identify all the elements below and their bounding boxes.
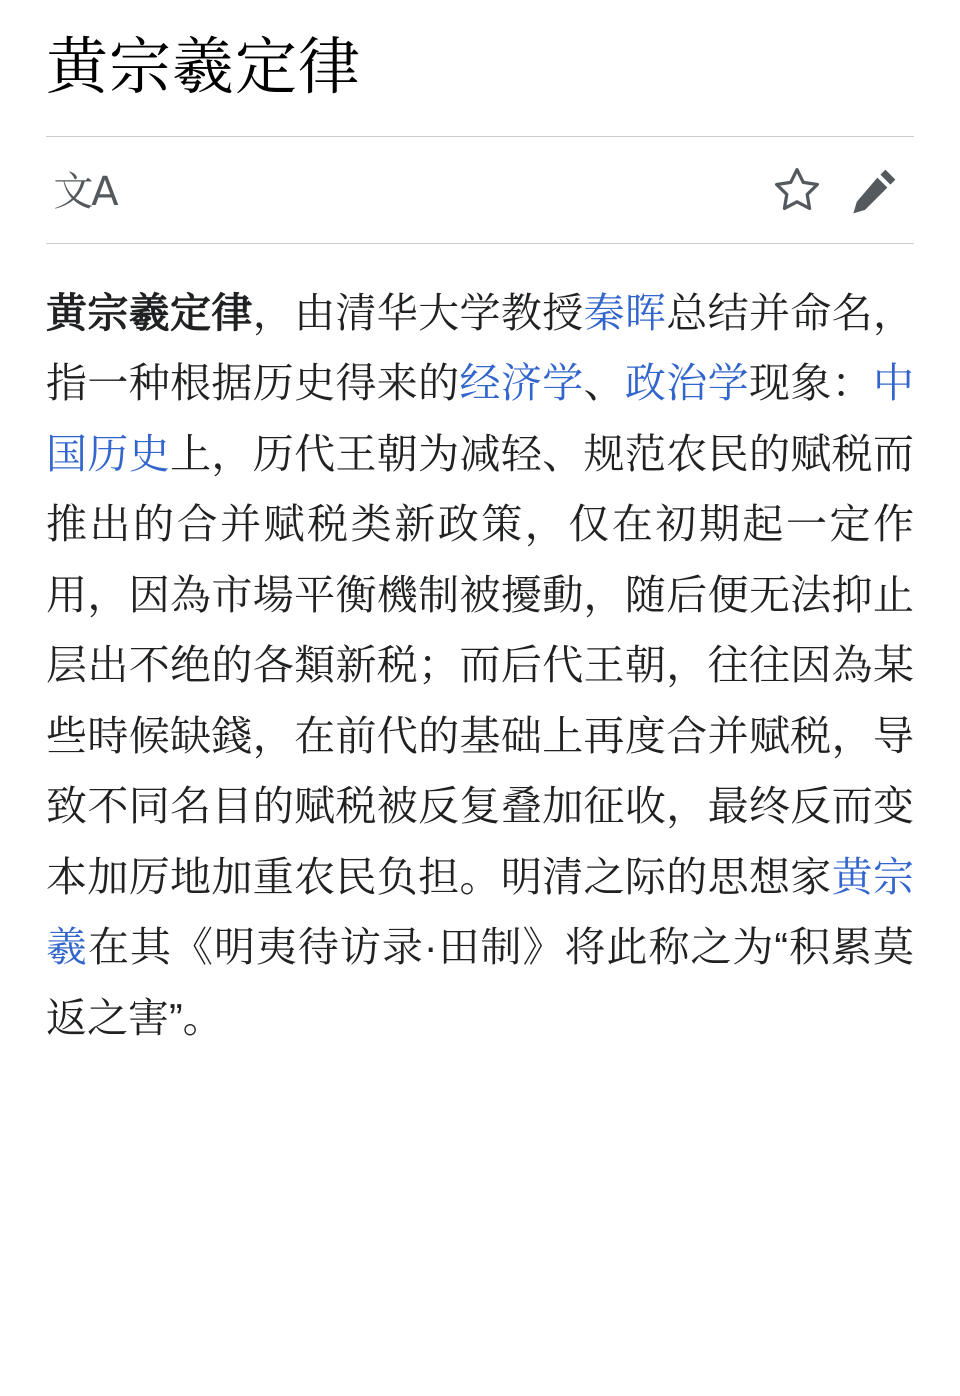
language-icon: 文A <box>53 168 117 215</box>
lead-term: 黄宗羲定律 <box>46 289 253 336</box>
wiki-link[interactable]: 中国历史 <box>46 360 915 477</box>
pencil-icon <box>849 164 901 216</box>
article-page <box>0 30 960 1093</box>
page-title: 黄宗羲定律 <box>46 34 362 102</box>
watchlist-star-button[interactable] <box>758 151 836 229</box>
lead-text: ，由清华大学教授 <box>252 289 584 336</box>
lead-text: 现象： <box>748 360 874 407</box>
toolbar-left-group <box>46 151 124 229</box>
wiki-link[interactable]: 秦晖 <box>583 289 667 336</box>
wiki-link[interactable]: 经济学 <box>459 360 584 407</box>
article-content <box>46 244 914 1094</box>
lead-paragraph <box>46 278 914 1054</box>
star-icon <box>771 164 823 216</box>
wiki-link[interactable]: 政治学 <box>624 360 749 407</box>
edit-button[interactable] <box>836 151 914 229</box>
wiki-link[interactable]: 黄宗羲 <box>46 853 915 971</box>
lead-text: 总结并命名，指一种根据历史得来的 <box>46 289 915 407</box>
lead-text: 、 <box>583 360 625 407</box>
article-toolbar <box>46 137 914 243</box>
lead-text: 上，历代王朝为减轻、规范农民的赋税而推出的合并赋税类新政策，仅在初期起一定作用，因為市場平衡機制被擾動，随后便无法抑止层出不绝的各類新税；而后代王朝，往往因為某些時候缺錢，在前代的基础上再度合并赋税，导致不同名目的赋税被反复叠加征收，最终反而变本加厉地加重农民负担。明清之际的思想家 <box>46 430 915 900</box>
language-switch-button[interactable] <box>46 151 124 229</box>
lead-text: 在其《明夷待访录·田制》将此称之为“积累莫返之害”。 <box>46 924 915 1041</box>
